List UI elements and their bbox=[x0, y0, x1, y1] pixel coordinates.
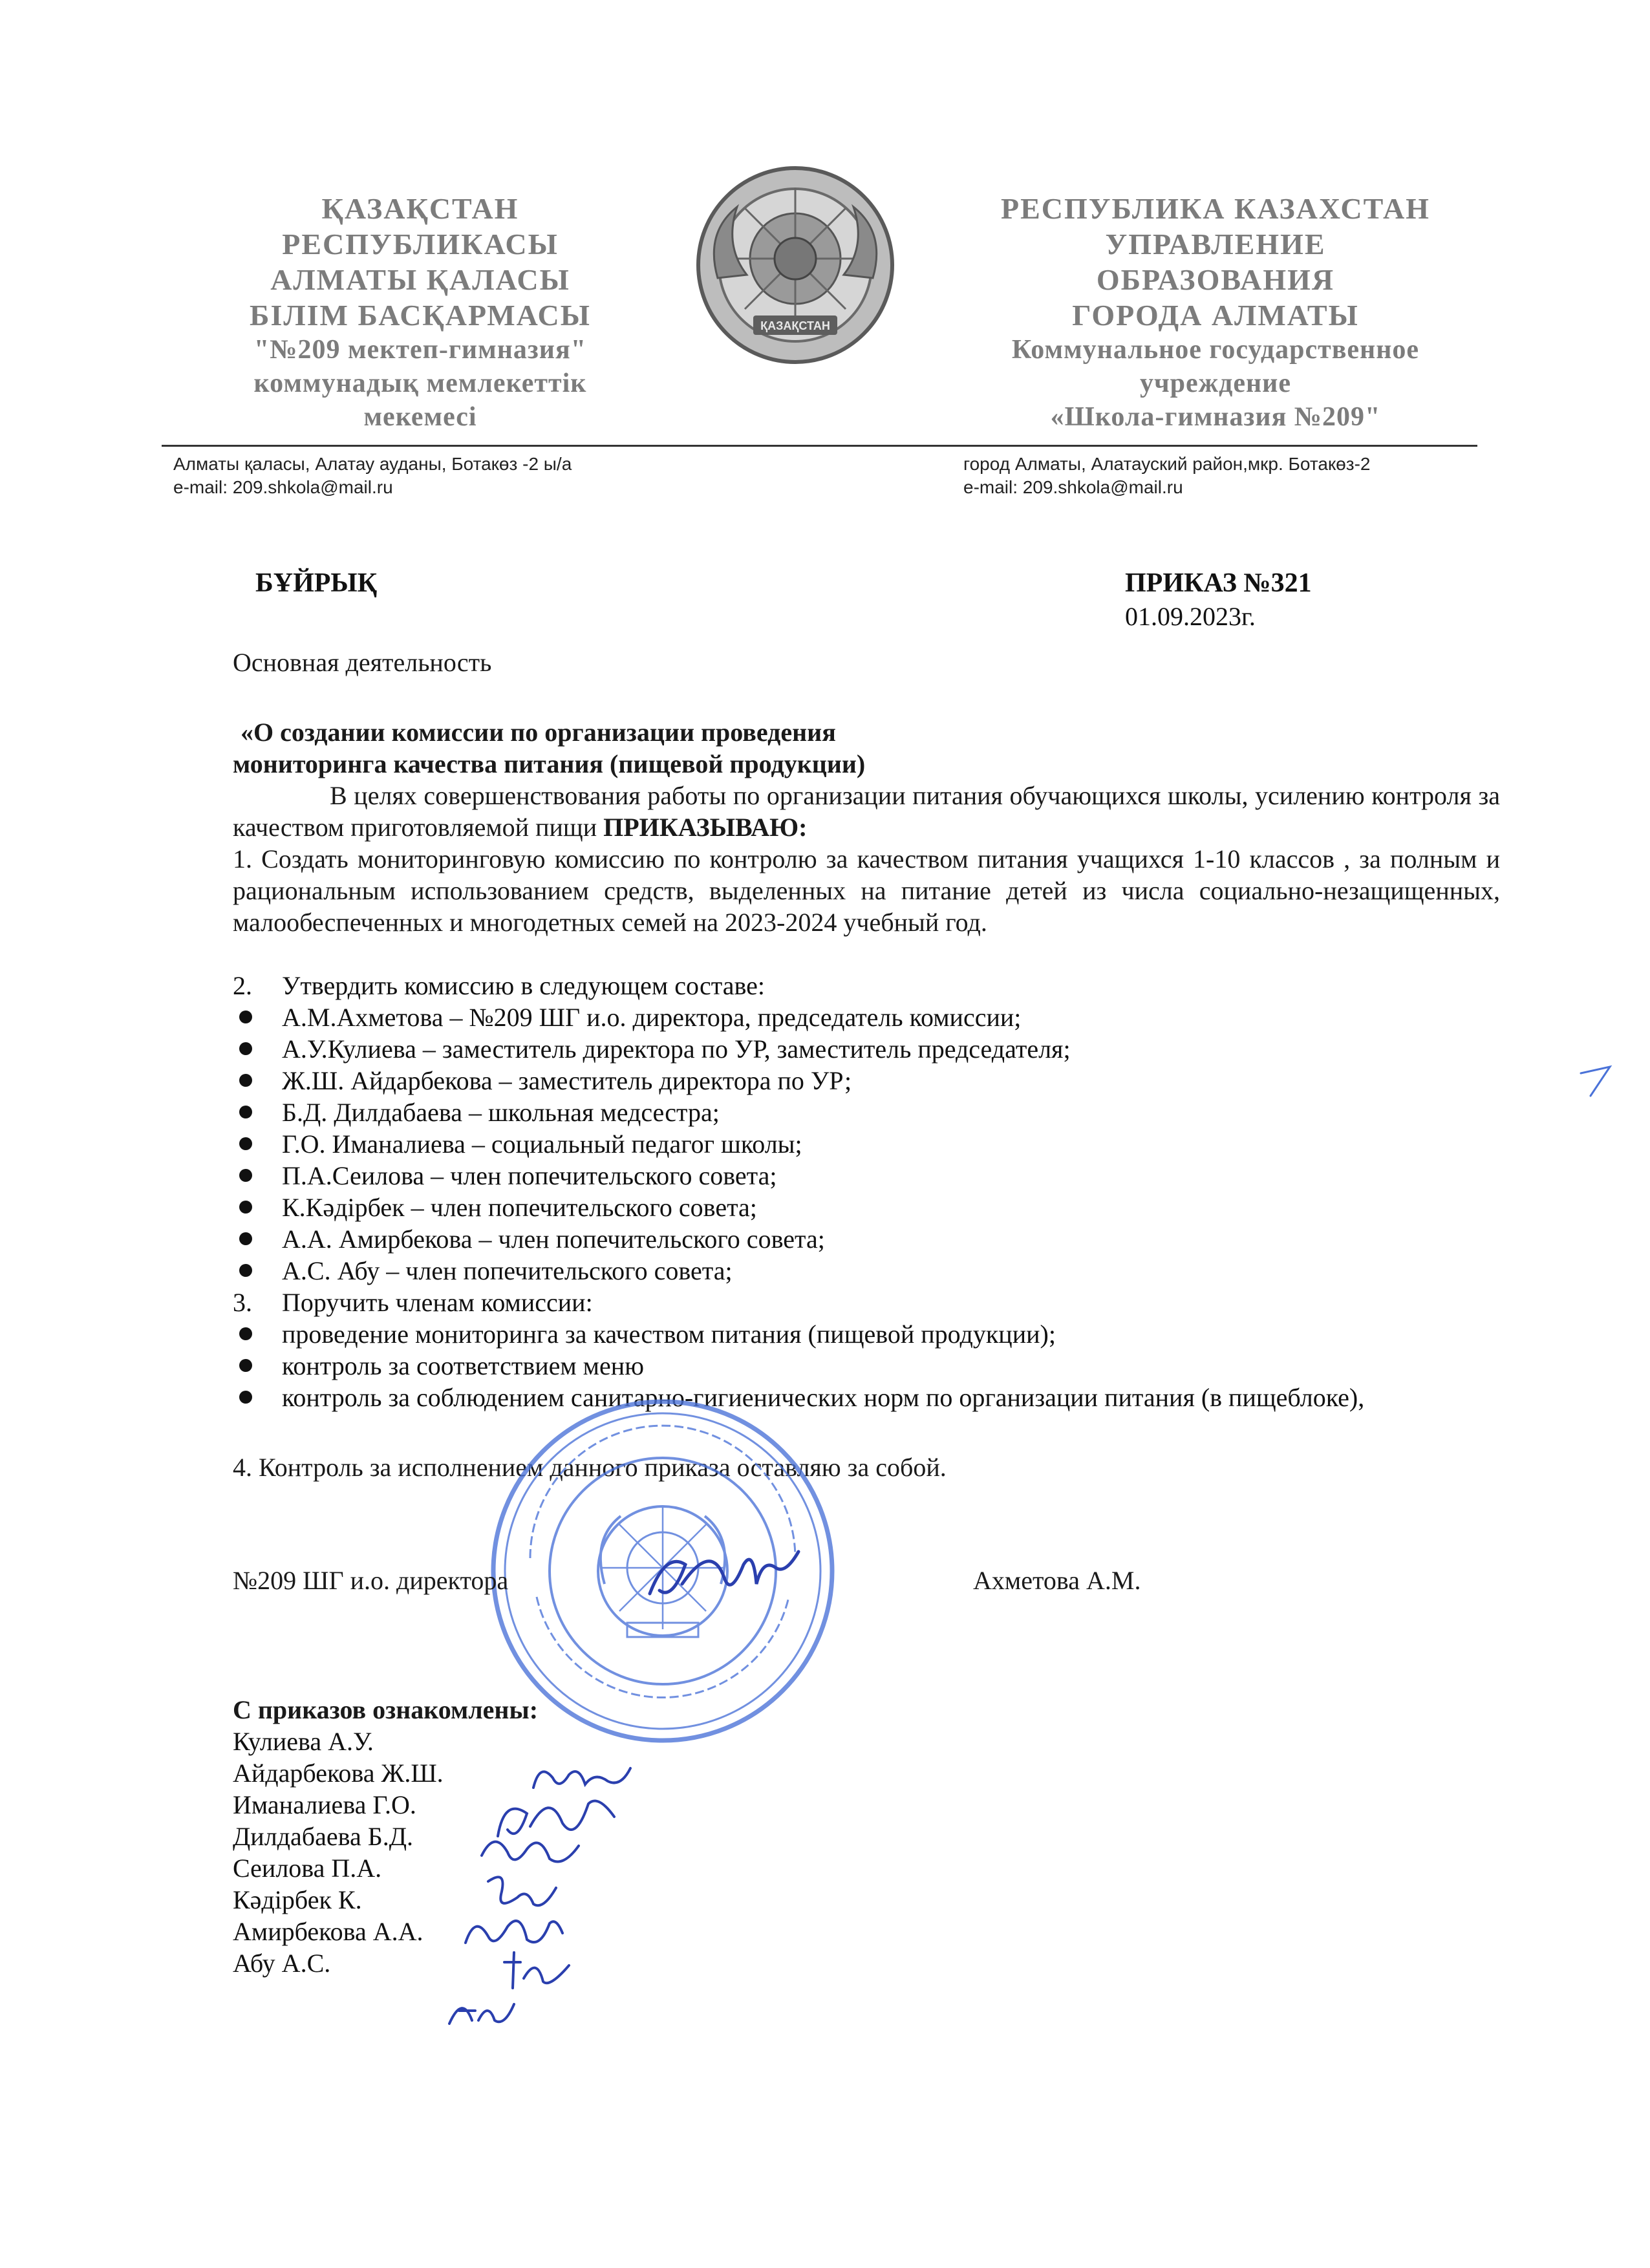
member-item: П.А.Сеилова – член попечительского совета; bbox=[282, 1161, 777, 1190]
intro-text: В целях совершенствования работы по организации питания обучающихся школы, усилению контроля за качеством приготовляемой пищи bbox=[233, 781, 1500, 842]
order-category: Основная деятельность bbox=[233, 648, 492, 677]
intro-order-word: ПРИКАЗЫВАЮ: bbox=[603, 813, 808, 842]
ack-name: Амирбекова А.А. bbox=[233, 1917, 423, 1946]
bullet-icon bbox=[239, 1391, 252, 1404]
ack-name: Дилдабаева Б.Д. bbox=[233, 1822, 413, 1851]
member-item: Б.Д. Дилдабаева – школьная медсестра; bbox=[282, 1098, 720, 1127]
item-3-text: Поручить членам комиссии: bbox=[282, 1288, 593, 1317]
header-left-line: АЛМАТЫ ҚАЛАСЫ bbox=[270, 263, 570, 296]
right-address: город Алматы, Алатауский район,мкр. Ботакөз-2 bbox=[963, 454, 1371, 474]
member-item: К.Кәдірбек – член попечительского совета; bbox=[282, 1193, 757, 1222]
signature-icon bbox=[482, 1868, 559, 1914]
ack-name: Айдарбекова Ж.Ш. bbox=[233, 1759, 444, 1788]
duty-item: проведение мониторинга за качеством питания (пищевой продукции); bbox=[282, 1320, 1056, 1349]
signer-name: Ахметова А.М. bbox=[973, 1566, 1141, 1595]
member-item: А.С. Абу – член попечительского совета; bbox=[282, 1256, 733, 1285]
header-right-line: ОБРАЗОВАНИЯ bbox=[1096, 263, 1335, 296]
bullet-icon bbox=[239, 1074, 252, 1087]
state-emblem bbox=[679, 162, 912, 369]
order-item-4: 4. Контроль за исполнением данного приказа оставляю за собой. bbox=[233, 1453, 947, 1482]
bullet-icon bbox=[239, 1201, 252, 1214]
ack-name: Сеилова П.А. bbox=[233, 1854, 382, 1883]
bullet-icon bbox=[239, 1011, 252, 1023]
duty-item: контроль за соблюдением санитарно-гигиенических норм по организации питания (в пищеблоке), bbox=[282, 1383, 1365, 1412]
header-left-line: БІЛІМ БАСҚАРМАСЫ bbox=[250, 299, 591, 332]
member-item: Ж.Ш. Айдарбекова – заместитель директора по УР; bbox=[282, 1066, 852, 1095]
member-item: А.М.Ахметова – №209 ШГ и.о. директора, председатель комиссии; bbox=[282, 1003, 1022, 1032]
emblem-icon bbox=[679, 162, 912, 369]
header-left-line: РЕСПУБЛИКАСЫ bbox=[282, 228, 559, 261]
signature-icon bbox=[446, 1991, 517, 2030]
ack-name: Кәдірбек К. bbox=[233, 1885, 362, 1914]
bullet-icon bbox=[239, 1232, 252, 1245]
member-item: А.У.Кулиева – заместитель директора по УР, заместитель председателя; bbox=[282, 1034, 1071, 1064]
left-address-block bbox=[173, 453, 572, 499]
member-item: А.А. Амирбекова – член попечительского совета; bbox=[282, 1225, 825, 1254]
pen-mark-icon bbox=[1578, 1060, 1616, 1099]
header-left-block bbox=[194, 191, 647, 434]
order-item-1: 1. Создать мониторинговую комиссию по контролю за качеством питания учащихся 1-10 классов , за полным и рациональным использованием средств, выделенных на питание детей из числа социально-незащищенных, малообеспеченных и многодетных семей на 2023-2024 учебный год. bbox=[233, 844, 1500, 937]
header-left-sub: "№209 мектеп-гимназия" bbox=[253, 335, 587, 365]
right-address-block bbox=[963, 453, 1370, 499]
header-right-line: РЕСПУБЛИКА КАЗАХСТАН bbox=[1001, 192, 1430, 225]
order-title-ru: ПРИКАЗ №321 bbox=[1125, 568, 1312, 598]
signature-icon bbox=[647, 1539, 802, 1610]
order-date: 01.09.2023г. bbox=[1125, 602, 1256, 631]
left-email: e-mail: 209.shkola@mail.ru bbox=[173, 477, 393, 497]
bullet-icon bbox=[239, 1327, 252, 1340]
bullet-icon bbox=[239, 1137, 252, 1150]
header-right-sub: Коммунальное государственное bbox=[1011, 335, 1420, 365]
bullet-icon bbox=[239, 1106, 252, 1118]
signer-role: №209 ШГ и.о. директора bbox=[233, 1566, 509, 1595]
item-3-number: 3. bbox=[233, 1288, 252, 1317]
ack-name: Кулиева А.У. bbox=[233, 1727, 374, 1756]
item-2-text: Утвердить комиссию в следующем составе: bbox=[282, 971, 765, 1000]
left-address: Алматы қаласы, Алатау ауданы, Ботакөз -2 ы/а bbox=[173, 454, 572, 474]
ack-name: Иманалиева Г.О. bbox=[233, 1790, 416, 1819]
right-email: e-mail: 209.shkola@mail.ru bbox=[963, 477, 1183, 497]
order-subject-line2: мониторинга качества питания (пищевой продукции) bbox=[233, 749, 866, 778]
header-right-block bbox=[957, 191, 1474, 434]
header-left-line: ҚАЗАҚСТАН bbox=[321, 192, 519, 225]
bullet-icon bbox=[239, 1264, 252, 1277]
item-2-number: 2. bbox=[233, 971, 252, 1000]
header-left-sub: коммунадық мемлекеттік bbox=[253, 369, 587, 398]
member-item: Г.О. Иманалиева – социальный педагог школы; bbox=[282, 1129, 802, 1159]
header-divider bbox=[162, 445, 1477, 447]
header-right-line: УПРАВЛЕНИЕ bbox=[1105, 228, 1326, 261]
duty-item: контроль за соответствием меню bbox=[282, 1351, 645, 1380]
order-title-kz: БҰЙРЫҚ bbox=[255, 568, 378, 598]
header-left-sub: мекемесі bbox=[363, 402, 477, 432]
director-signature bbox=[647, 1539, 802, 1613]
header-right-line: ГОРОДА АЛМАТЫ bbox=[1072, 299, 1359, 332]
ack-title: С приказов ознакомлены: bbox=[233, 1695, 539, 1724]
order-subject-line1: «О создании комиссии по организации проведения bbox=[241, 718, 836, 747]
bullet-icon bbox=[239, 1169, 252, 1182]
header-right-sub: «Школа-гимназия №209" bbox=[1050, 402, 1381, 432]
order-intro bbox=[233, 780, 1500, 843]
ack-name: Абу А.С. bbox=[233, 1949, 331, 1978]
bullet-icon bbox=[239, 1359, 252, 1372]
header-right-sub: учреждение bbox=[1139, 369, 1292, 398]
signature-icon bbox=[501, 1949, 572, 1995]
bullet-icon bbox=[239, 1042, 252, 1055]
emblem-text: ҚАЗАҚСТАН bbox=[760, 319, 830, 332]
